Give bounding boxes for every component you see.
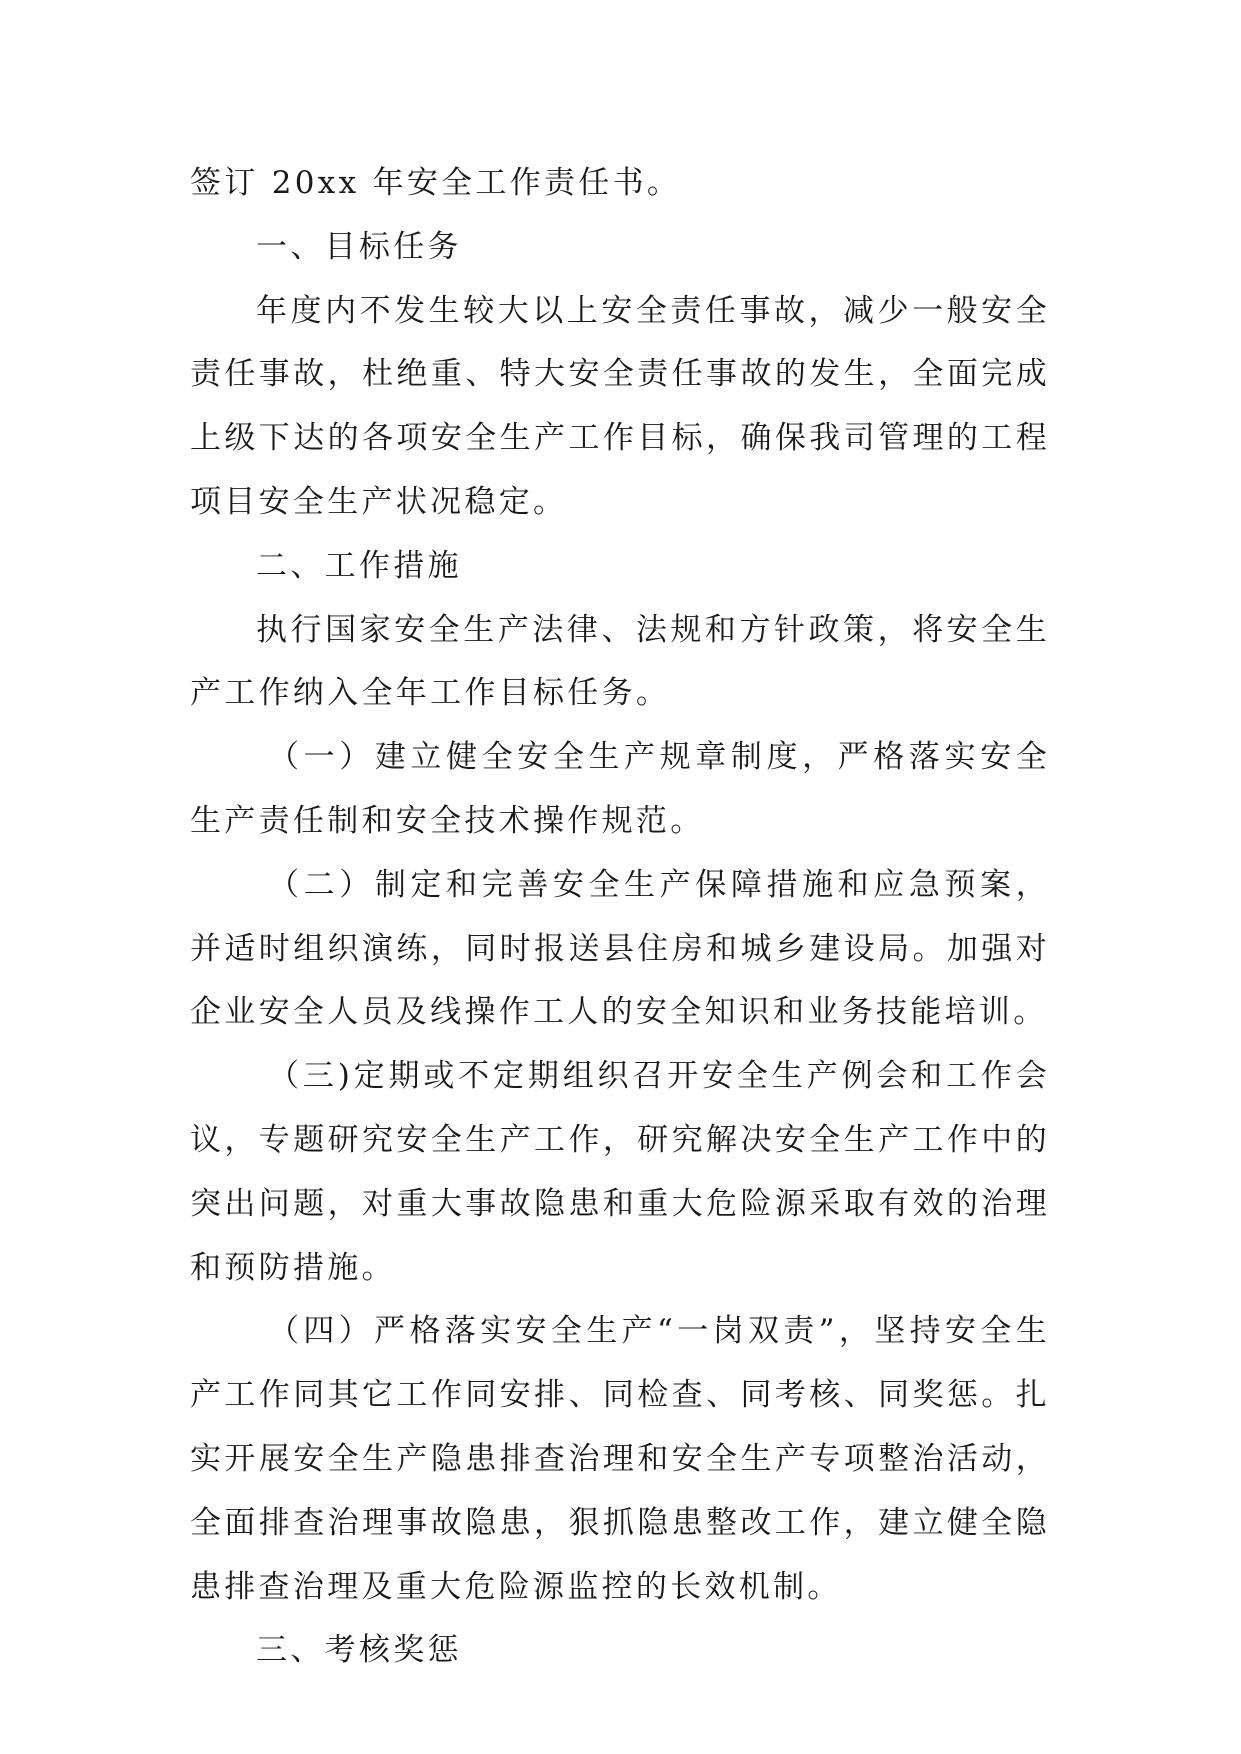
document-body [190,152,1050,1683]
paragraph-measures-intro: 执行国家安全生产法律、法规和方针政策，将安全生产工作纳入全年工作目标任务。 [190,611,1050,712]
section-heading-measures: 二、工作措施 [256,547,462,584]
paragraph-measure-1: （一）建立健全安全生产规章制度，严格落实安全生产责任制和安全技术操作规范。 [190,739,1050,839]
section-heading-assessment: 三、考核奖惩 [256,1632,462,1669]
paragraph-measure-4: （四）严格落实安全生产“一岗双责”，坚持安全生产工作同其它工作同安排、同检查、同考核、同奖惩。扎实开展安全生产隐患排查治理和安全生产专项整治活动，全面排查治理事故隐患，狠抓隐患整改工作，建立健全隐患排查治理及重大危险源监控的长效机制。 [190,1313,1050,1605]
section-heading-goals: 一、目标任务 [256,228,462,265]
paragraph-continuation: 签订 20xx 年安全工作责任书。 [190,165,682,201]
paragraph-measure-3: （三)定期或不定期组织召开安全生产例会和工作会议，专题研究安全生产工作，研究解决安全生产工作中的突出问题，对重大事故隐患和重大危险源采取有效的治理和预防措施。 [190,1058,1050,1286]
paragraph-goals: 年度内不发生较大以上安全责任事故，减少一般安全责任事故，杜绝重、特大安全责任事故的发生，全面完成上级下达的各项安全生产工作目标，确保我司管理的工程项目安全生产状况稳定。 [190,292,1050,520]
paragraph-measure-2: （二）制定和完善安全生产保障措施和应急预案，并适时组织演练，同时报送县住房和城乡建设局。加强对企业安全人员及线操作工人的安全知识和业务技能培训。 [190,866,1050,1031]
